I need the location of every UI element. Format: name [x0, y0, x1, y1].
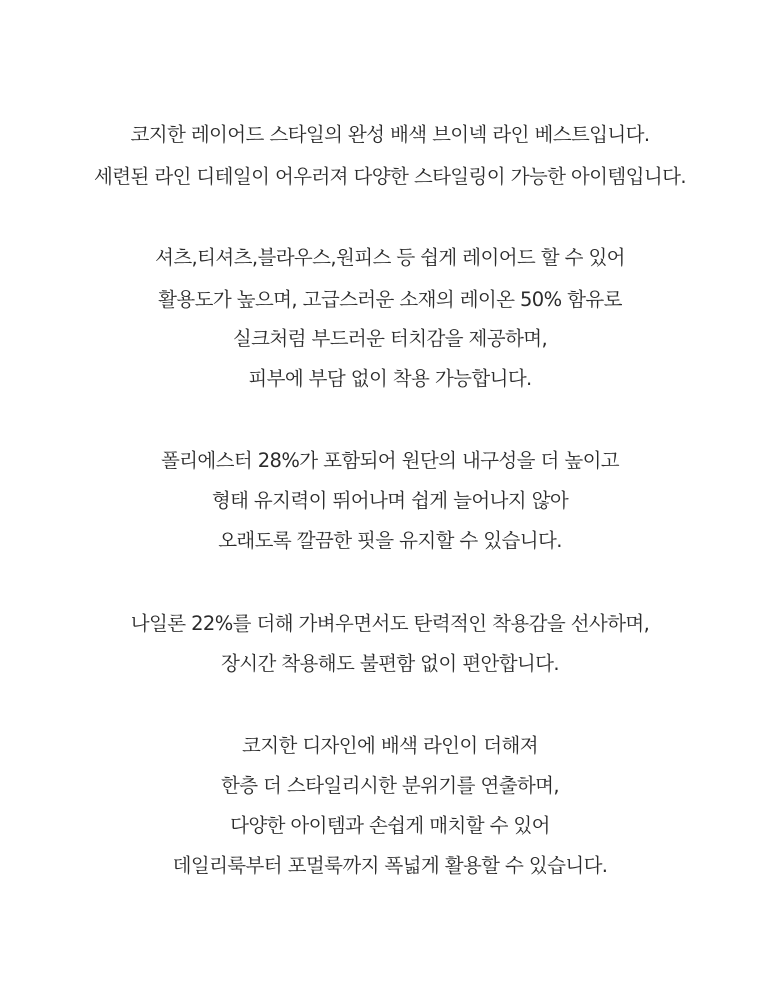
description-line: 형태 유지력이 뛰어나며 쉽게 늘어나지 않아: [211, 489, 569, 512]
description-line: 코지한 디자인에 배색 라인이 더해져: [242, 734, 538, 757]
description-line: 장시간 착용해도 불편함 없이 편안합니다.: [220, 652, 560, 675]
description-line: 셔츠,티셔츠,블라우스,원피스 등 쉽게 레이어드 할 수 있어: [155, 246, 625, 269]
description-line: 다양한 아이템과 손쉽게 매치할 수 있어: [230, 814, 550, 837]
description-line: 나일론 22%를 더해 가벼우면서도 탄력적인 착용감을 선사하며,: [130, 612, 650, 635]
description-line: 오래도록 깔끔한 핏을 유지할 수 있습니다.: [218, 529, 562, 552]
description-line: 데일리룩부터 포멀룩까지 폭넓게 활용할 수 있습니다.: [172, 854, 608, 877]
description-line: 폴리에스터 28%가 포함되어 원단의 내구성을 더 높이고: [160, 449, 620, 472]
description-line: 한층 더 스타일리시한 분위기를 연출하며,: [220, 774, 560, 797]
description-line: 활용도가 높으며, 고급스러운 소재의 레이온 50% 함유로: [158, 288, 622, 311]
description-line: 코지한 레이어드 스타일의 완성 배색 브이넥 라인 베스트입니다.: [130, 123, 650, 146]
description-line: 피부에 부담 없이 착용 가능합니다.: [248, 367, 532, 390]
description-line: 실크처럼 부드러운 터치감을 제공하며,: [232, 327, 548, 350]
description-line: 세련된 라인 디테일이 어우러져 다양한 스타일링이 가능한 아이템입니다.: [94, 165, 686, 188]
